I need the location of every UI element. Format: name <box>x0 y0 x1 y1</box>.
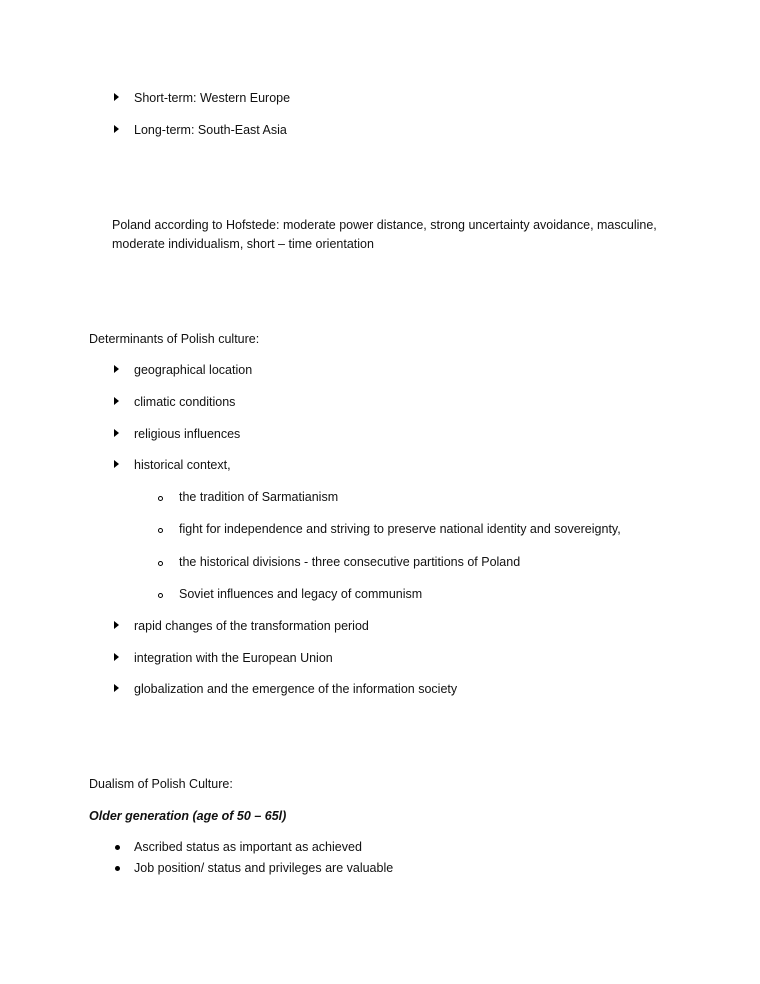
hofstede-paragraph-line-2: moderate individualism, short – time orientation <box>112 237 374 251</box>
bullet-arrow-icon <box>114 460 119 468</box>
sub-bullet-circle-icon <box>158 528 163 533</box>
list-item: integration with the European Union <box>134 651 333 665</box>
list-item: climatic conditions <box>134 395 236 409</box>
list-item: Job position/ status and privileges are valuable <box>134 861 394 875</box>
bullet-arrow-icon <box>114 653 119 661</box>
bullet-dot-icon <box>115 845 120 850</box>
sub-bullet-circle-icon <box>158 561 163 566</box>
list-item: rapid changes of the transformation period <box>134 619 369 633</box>
dualism-heading: Dualism of Polish Culture: <box>89 777 233 791</box>
sub-list-item: Soviet influences and legacy of communism <box>179 587 423 601</box>
older-generation-heading: Older generation (age of 50 – 65l) <box>89 809 287 823</box>
sub-list-item: the tradition of Sarmatianism <box>179 490 339 504</box>
hofstede-paragraph-line-1: Poland according to Hofstede: moderate power distance, strong uncertainty avoidance, masculine, <box>112 218 657 232</box>
bullet-arrow-icon <box>114 429 119 437</box>
bullet-arrow-icon <box>114 621 119 629</box>
sub-bullet-circle-icon <box>158 593 163 598</box>
sub-list-item: the historical divisions - three consecutive partitions of Poland <box>179 555 521 569</box>
sub-list-item: fight for independence and striving to preserve national identity and sovereignty, <box>179 522 621 536</box>
bullet-dot-icon <box>115 866 120 871</box>
bullet-arrow-icon <box>114 365 119 373</box>
list-item: Short-term: Western Europe <box>134 91 291 105</box>
list-item: religious influences <box>134 427 241 441</box>
list-item: Long-term: South-East Asia <box>134 123 287 137</box>
list-item: historical context, <box>134 458 231 472</box>
list-item: globalization and the emergence of the information society <box>134 682 458 696</box>
sub-bullet-circle-icon <box>158 496 163 501</box>
bullet-arrow-icon <box>114 93 119 101</box>
bullet-arrow-icon <box>114 125 119 133</box>
list-item: geographical location <box>134 363 253 377</box>
list-item: Ascribed status as important as achieved <box>134 840 362 854</box>
bullet-arrow-icon <box>114 397 119 405</box>
determinants-heading: Determinants of Polish culture: <box>89 332 260 346</box>
bullet-arrow-icon <box>114 684 119 692</box>
